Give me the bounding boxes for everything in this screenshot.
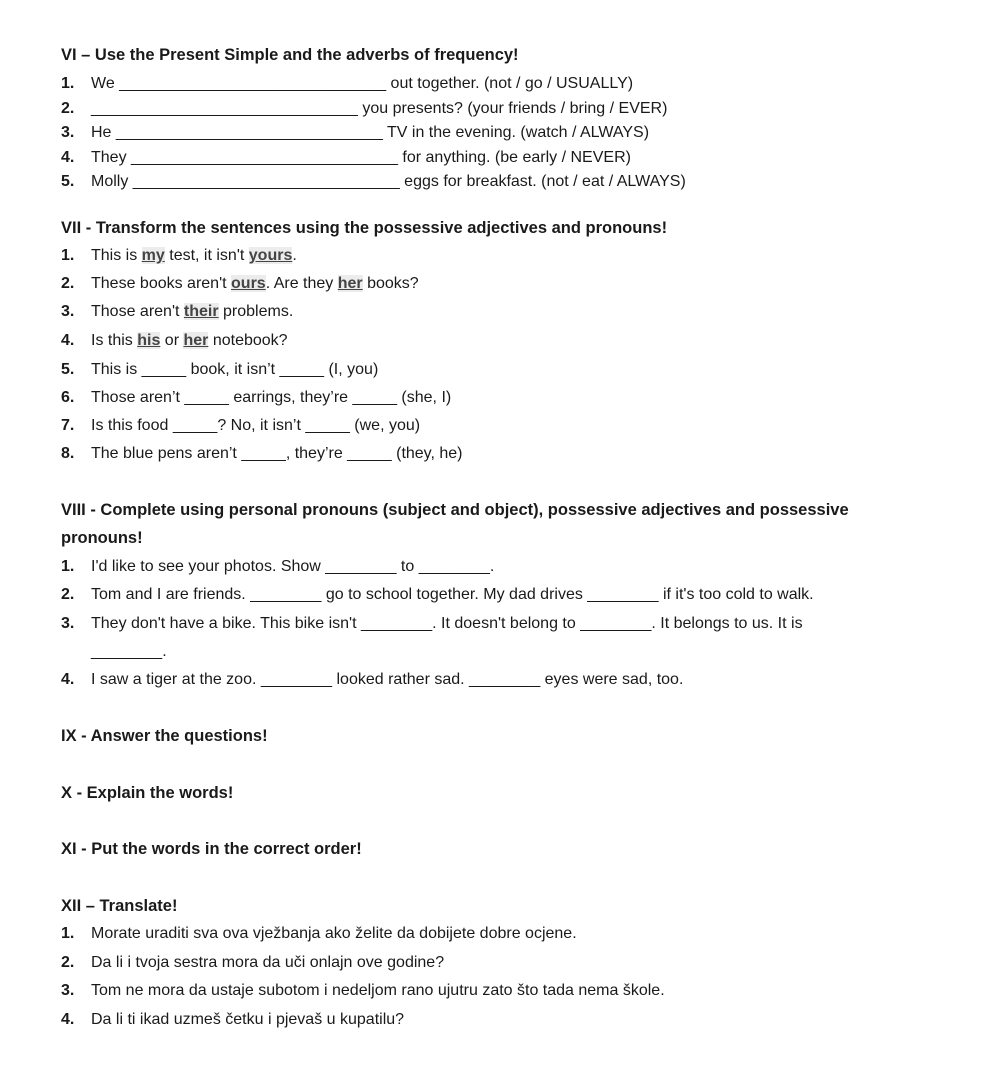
blank-line[interactable]: ______________________________ xyxy=(131,149,398,166)
list-item: 7. Is this food _____? No, it isn’t _____ (we, you) xyxy=(61,417,421,434)
highlighted-word: his xyxy=(137,332,161,349)
list-item: 3. Tom ne mora da ustaje subotom i nedeljom rano ujutru zato što tada nema škole. xyxy=(61,982,665,999)
list-item: 2. ______________________________ you presents? (your friends / bring / EVER) xyxy=(61,100,668,117)
list-item: 1. This is my test, it isn't yours. xyxy=(61,247,297,264)
list-item: 4. I saw a tiger at the zoo. ________ looked rather sad. ________ eyes were sad, too. xyxy=(61,671,684,688)
section-viii-title: VIII - Complete using personal pronouns (subject and object), possessive adjectives and possessive xyxy=(61,501,849,519)
highlighted-word: her xyxy=(337,275,363,292)
list-item: 2. Tom and I are friends. ________ go to school together. My dad drives ________ if it's too cold to walk. xyxy=(61,586,814,603)
highlighted-word: my xyxy=(141,247,165,264)
highlighted-word: her xyxy=(183,332,209,349)
blank-line[interactable]: ______________________________ xyxy=(132,173,400,190)
list-item: 2. These books aren't ours. Are they her books? xyxy=(61,275,419,292)
section-vi-title: VI – Use the Present Simple and the adverbs of frequency! xyxy=(61,46,519,64)
list-item: 1. I'd like to see your photos. Show ________ to ________. xyxy=(61,558,495,575)
list-item: 5. This is _____ book, it isn’t _____ (I, you) xyxy=(61,361,379,378)
list-item: 3. Those aren't their problems. xyxy=(61,303,294,320)
section-xii-title: XII – Translate! xyxy=(61,897,178,915)
list-item: 1. Morate uraditi sva ova vježbanja ako želite da dobijete dobre ocjene. xyxy=(61,925,577,942)
highlighted-word: yours xyxy=(248,247,293,264)
blank-line[interactable]: ______________________________ xyxy=(119,75,387,92)
list-item: 6. Those aren’t _____ earrings, they’re _____ (she, I) xyxy=(61,389,452,406)
section-x-title: X - Explain the words! xyxy=(61,784,234,802)
blank-line[interactable]: ______________________________ xyxy=(115,124,383,141)
list-item: 4. Is this his or her notebook? xyxy=(61,332,288,349)
section-xi-title: XI - Put the words in the correct order! xyxy=(61,840,362,858)
highlighted-word: ours xyxy=(231,275,266,292)
list-item: 3. He ______________________________ TV in the evening. (watch / ALWAYS) xyxy=(61,124,650,141)
list-item: 4. Da li ti ikad uzmeš četku i pjevaš u kupatilu? xyxy=(61,1011,405,1028)
section-viii-title-cont: pronouns! xyxy=(61,529,143,547)
list-item: 4. They ______________________________ for anything. (be early / NEVER) xyxy=(61,149,631,166)
list-item: 1. We ______________________________ out together. (not / go / USUALLY) xyxy=(61,75,634,92)
list-item: 2. Da li i tvoja sestra mora da uči onlajn ove godine? xyxy=(61,954,445,971)
section-vii-title: VII - Transform the sentences using the possessive adjectives and pronouns! xyxy=(61,219,668,237)
list-item-continuation: ________. xyxy=(91,643,167,660)
highlighted-word: their xyxy=(183,303,219,320)
blank-line[interactable]: ______________________________ xyxy=(91,100,358,117)
list-item: 3. They don't have a bike. This bike isn't ________. It doesn't belong to ________. It belongs to us. It is xyxy=(61,615,803,632)
list-item: 8. The blue pens aren’t _____, they’re _____ (they, he) xyxy=(61,445,463,462)
section-ix-title: IX - Answer the questions! xyxy=(61,727,268,745)
list-item: 5. Molly ______________________________ eggs for breakfast. (not / eat / ALWAYS) xyxy=(61,173,686,190)
